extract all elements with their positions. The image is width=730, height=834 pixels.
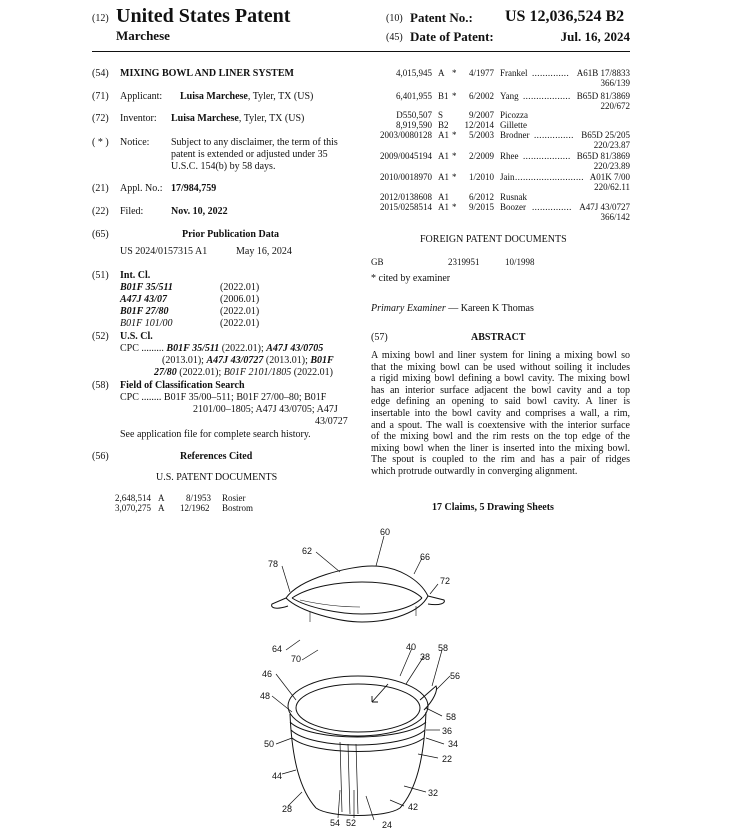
f72-code: (72) — [92, 113, 109, 124]
ref-kind: S — [438, 110, 444, 120]
ref-date: 6/2002 — [468, 91, 494, 101]
ref-no: 2015/0258514 — [379, 202, 432, 212]
us-cl-title: U.S. Cl. — [120, 331, 153, 342]
abstract-body — [371, 350, 630, 478]
abstract-line: of the mixing bowl and the rim rests on the top edge of the — [371, 431, 630, 443]
ref-numeral: 44 — [272, 771, 283, 781]
ref-star: * — [452, 202, 457, 212]
cpc-class: B01F 2101/1805 — [223, 367, 292, 378]
abstract-line: edge defining an opening to said bowl cavity. A liner is — [371, 396, 630, 408]
inventor-short-name: Marchese — [116, 28, 170, 43]
ref-numeral: 36 — [442, 726, 453, 736]
int-cl-code: B01F 35/511 — [120, 282, 173, 293]
int-cl-code: B01F 101/00 — [120, 318, 173, 329]
cpc-text: (2013.01); — [162, 355, 207, 366]
ref-class-cont: 366/142 — [600, 212, 630, 222]
int-cl-date: (2022.01) — [220, 282, 260, 293]
ref-date: 4/1977 — [468, 68, 494, 78]
cpc-text: (2022.01); — [219, 343, 267, 354]
ref-date: 8/1953 — [186, 493, 212, 503]
filed-label: Filed: — [120, 206, 144, 217]
inventor-label: Inventor: — [120, 113, 157, 124]
ref-class-cont: 220/23.87 — [593, 140, 630, 150]
f51-code: (51) — [92, 270, 109, 281]
patent-drawing — [260, 520, 480, 832]
ref-star: * — [452, 130, 457, 140]
ref-date: 12/1962 — [180, 503, 210, 513]
int-cl-date: (2022.01) — [220, 318, 260, 329]
ref-no: 6,401,955 — [396, 91, 432, 101]
patent-date: Jul. 16, 2024 — [560, 29, 630, 44]
ref-kind: A1 — [438, 151, 449, 161]
foreign-date: 10/1998 — [505, 257, 535, 267]
f21-code: (21) — [92, 183, 109, 194]
ref-numeral: 64 — [272, 644, 283, 654]
notice-label: Notice: — [120, 137, 150, 148]
ref-kind: B2 — [438, 120, 449, 130]
ref-numeral: 40 — [406, 642, 417, 652]
int-cl-code: A47J 43/07 — [120, 294, 167, 305]
code-10: (10) — [386, 13, 403, 24]
ref-date: 12/2014 — [464, 120, 494, 130]
ref-name: Boozer — [500, 202, 526, 212]
patent-office-title: United States Patent — [116, 5, 291, 27]
int-cl-date: (2022.01) — [220, 306, 260, 317]
applicant-label: Applicant: — [120, 91, 163, 102]
ref-kind: B1 — [438, 91, 449, 101]
ref-numeral: 70 — [291, 654, 302, 664]
reference-numerals — [260, 527, 460, 830]
field-search-title: Field of Classification Search — [120, 380, 245, 391]
ref-star: * — [452, 151, 457, 161]
foreign-country: GB — [371, 257, 384, 267]
ref-name: Jain — [500, 172, 515, 182]
ref-kind: A1 — [438, 172, 449, 182]
ref-name: Frankel — [500, 68, 528, 78]
ref-numeral: 60 — [380, 527, 391, 537]
cpc-class: B01F 35/511 — [166, 343, 220, 354]
foreign-number: 2319951 — [448, 257, 480, 267]
f22-code: (22) — [92, 206, 109, 217]
ref-kind: A — [438, 68, 445, 78]
appl-no-value: 17/984,759 — [171, 183, 217, 194]
abstract-title: ABSTRACT — [471, 332, 526, 343]
header — [0, 0, 730, 52]
cpc-text: (2022.01); — [176, 367, 224, 378]
f56-code: (56) — [92, 451, 109, 462]
ref-name: Rhee — [500, 151, 519, 161]
cpc-line-3 — [154, 367, 333, 379]
ref-class: B65D 81/3869 — [576, 151, 630, 161]
references-title: References Cited — [180, 451, 253, 462]
patent-no-label: Patent No.: — [410, 10, 473, 25]
ref-name: Brodner — [500, 130, 530, 140]
ref-numeral: 52 — [346, 818, 357, 828]
ref-name: Rosier — [222, 493, 246, 503]
patent-number: US 12,036,524 B2 — [505, 8, 625, 25]
inventor-location: , Tyler, TX (US) — [238, 113, 305, 124]
ref-no: D550,507 — [396, 110, 432, 120]
ref-no: 2010/0018970 — [379, 172, 432, 182]
ref-numeral: 32 — [428, 788, 439, 798]
f54-code: (54) — [92, 68, 109, 79]
ref-no: 2012/0138608 — [379, 192, 432, 202]
abstract-line: which protrude outwardly in converging alignment. — [371, 465, 578, 477]
cpc-class: A47J 43/0705 — [266, 343, 324, 354]
search-note: See application file for complete search history. — [120, 429, 311, 440]
ref-date: 9/2015 — [468, 202, 494, 212]
ref-no: 2009/0045194 — [379, 151, 432, 161]
prior-pub-date: May 16, 2024 — [236, 246, 292, 257]
search-line-1: CPC ........ B01F 35/00–511; B01F 27/00–80; B01F — [120, 392, 327, 403]
ref-numeral: 58 — [438, 643, 449, 653]
ref-numeral: 56 — [450, 671, 461, 681]
ref-date: 2/2009 — [468, 151, 494, 161]
search-line-2: 2101/00–1805; A47J 43/0705; A47J — [193, 404, 338, 415]
ref-class-cont: 220/62.11 — [594, 182, 630, 192]
f52-code: (52) — [92, 331, 109, 342]
ref-name: Picozza — [500, 110, 528, 120]
examiner-dash: — — [445, 303, 461, 314]
abstract-line: insertable into the bowl cavity and comprises a wall, a rim, — [371, 407, 630, 419]
ref-dots: .................. — [523, 91, 571, 101]
ref-class: A01K 7/00 — [589, 172, 630, 182]
ref-name: Gillette — [500, 120, 527, 130]
cpc-line-1 — [120, 343, 323, 355]
cpc-text: (2013.01); — [263, 355, 311, 366]
ref-numeral: 50 — [264, 739, 275, 749]
ref-numeral: 66 — [420, 552, 431, 562]
examiner-name: Kareen K Thomas — [460, 303, 534, 314]
prior-pub-number: US 2024/0157315 A1 — [120, 246, 208, 257]
inventor-value — [171, 113, 304, 125]
code-45: (45) — [386, 32, 403, 43]
invention-title: MIXING BOWL AND LINER SYSTEM — [120, 68, 294, 79]
ref-class: B65D 25/205 — [581, 130, 630, 140]
notice-line-2: patent is extended or adjusted under 35 — [171, 149, 328, 160]
code-12: (12) — [92, 13, 109, 24]
int-cl-title: Int. Cl. — [120, 270, 151, 281]
foreign-docs-title: FOREIGN PATENT DOCUMENTS — [420, 234, 567, 245]
ref-class: A47J 43/0727 — [579, 202, 630, 212]
ref-kind: A1 — [438, 202, 449, 212]
ref-numeral: 28 — [282, 804, 293, 814]
ref-date: 1/2010 — [468, 172, 494, 182]
cpc-label: CPC ......... — [120, 343, 164, 354]
abstract-code: (57) — [371, 332, 388, 343]
cpc-class: B01F — [310, 355, 334, 366]
notice-line-3: U.S.C. 154(b) by 58 days. — [171, 161, 276, 172]
abstract-line: a rigid mixing bowl defining a bowl cavity. The mixing bowl — [371, 373, 630, 385]
ref-no: 8,919,590 — [396, 120, 432, 130]
ref-star: * — [452, 172, 457, 182]
ref-name: Bostrom — [222, 503, 254, 513]
ref-numeral: 62 — [302, 546, 313, 556]
ref-numeral: 48 — [260, 691, 271, 701]
ref-no: 2003/0080128 — [379, 130, 432, 140]
ref-kind: A1 — [438, 192, 449, 202]
applicant-location: , Tyler, TX (US) — [247, 91, 314, 102]
ref-numeral: 22 — [442, 754, 453, 764]
cpc-text: (2022.01) — [291, 367, 333, 378]
abstract-line: has an interior surface adjacent the bowl cavity and a top — [371, 384, 630, 396]
cpc-class: 27/80 — [154, 367, 177, 378]
bowl-drawing — [288, 676, 437, 816]
filed-value: Nov. 10, 2022 — [171, 206, 228, 217]
primary-examiner — [371, 303, 534, 315]
f71-code: (71) — [92, 91, 109, 102]
abstract-line: and a spout. The wall is coextensive with the interior surface — [371, 419, 630, 431]
int-cl-code: B01F 27/80 — [120, 306, 169, 317]
ref-kind: A — [158, 493, 165, 503]
ref-numeral: 46 — [262, 669, 273, 679]
ref-class-cont: 220/23.89 — [593, 161, 630, 171]
ref-numeral: 24 — [382, 820, 393, 830]
ref-numeral: 42 — [408, 802, 419, 812]
lid-drawing — [272, 566, 445, 622]
cited-note: * cited by examiner — [371, 273, 451, 284]
ref-numeral: 34 — [448, 739, 459, 749]
ref-class-cont: 366/139 — [600, 78, 630, 88]
abstract-line: mixing bowl when the liner is inserted into the mixing bowl. — [371, 442, 630, 454]
claims-count: 17 Claims, 5 Drawing Sheets — [432, 502, 554, 513]
ref-numeral: 54 — [330, 818, 341, 828]
int-cl-date: (2006.01) — [220, 294, 260, 305]
ref-date: 9/2007 — [468, 110, 494, 120]
appl-no-label: Appl. No.: — [120, 183, 163, 194]
ref-name: Rusnak — [500, 192, 527, 202]
ref-class-cont: 220/672 — [600, 101, 630, 111]
ref-star: * — [452, 91, 457, 101]
notice-line-1: Subject to any disclaimer, the term of this — [171, 137, 338, 148]
f65-code: (65) — [92, 229, 109, 240]
ref-kind: A1 — [438, 130, 449, 140]
inventor-name: Luisa Marchese — [171, 113, 239, 124]
ref-kind: A — [158, 503, 165, 513]
f58-code: (58) — [92, 380, 109, 391]
prior-pub-title: Prior Publication Data — [182, 229, 280, 240]
ref-numeral: 58 — [446, 712, 457, 722]
ref-dots: ............... — [534, 130, 574, 140]
applicant-value — [180, 91, 313, 103]
ref-numeral: 72 — [440, 576, 451, 586]
header-rule — [92, 51, 630, 52]
search-line-3: 43/0727 — [315, 416, 348, 427]
us-docs-title: U.S. PATENT DOCUMENTS — [156, 472, 278, 483]
ref-no: 3,070,275 — [115, 503, 151, 513]
notice-code: ( * ) — [92, 137, 109, 148]
ref-date: 5/2003 — [468, 130, 494, 140]
ref-dots: .............. — [532, 68, 570, 78]
date-label: Date of Patent: — [410, 29, 494, 44]
ref-class: A61B 17/8833 — [576, 68, 630, 78]
abstract-line: The spout is coupled to the rim and has a pair of ridges — [371, 454, 630, 466]
ref-star: * — [452, 68, 457, 78]
ref-no: 2,648,514 — [115, 493, 151, 503]
abstract-line: that the mixing bowl can be used without soiling it includes — [371, 361, 630, 373]
cpc-class: A47J 43/0727 — [206, 355, 264, 366]
ref-name: Yang — [500, 91, 519, 101]
ref-numeral: 38 — [420, 652, 431, 662]
examiner-label: Primary Examiner — [371, 303, 446, 314]
ref-dots: ............... — [532, 202, 572, 212]
applicant-name: Luisa Marchese — [180, 91, 248, 102]
ref-numeral: 78 — [268, 559, 279, 569]
ref-dots: .......................... — [515, 172, 584, 182]
ref-no: 4,015,945 — [396, 68, 432, 78]
cpc-line-2 — [162, 355, 334, 367]
ref-dots: .................. — [523, 151, 571, 161]
ref-class: B65D 81/3869 — [576, 91, 630, 101]
ref-date: 6/2012 — [468, 192, 494, 202]
abstract-line: A mixing bowl and liner system for lining a mixing bowl so — [371, 350, 630, 361]
